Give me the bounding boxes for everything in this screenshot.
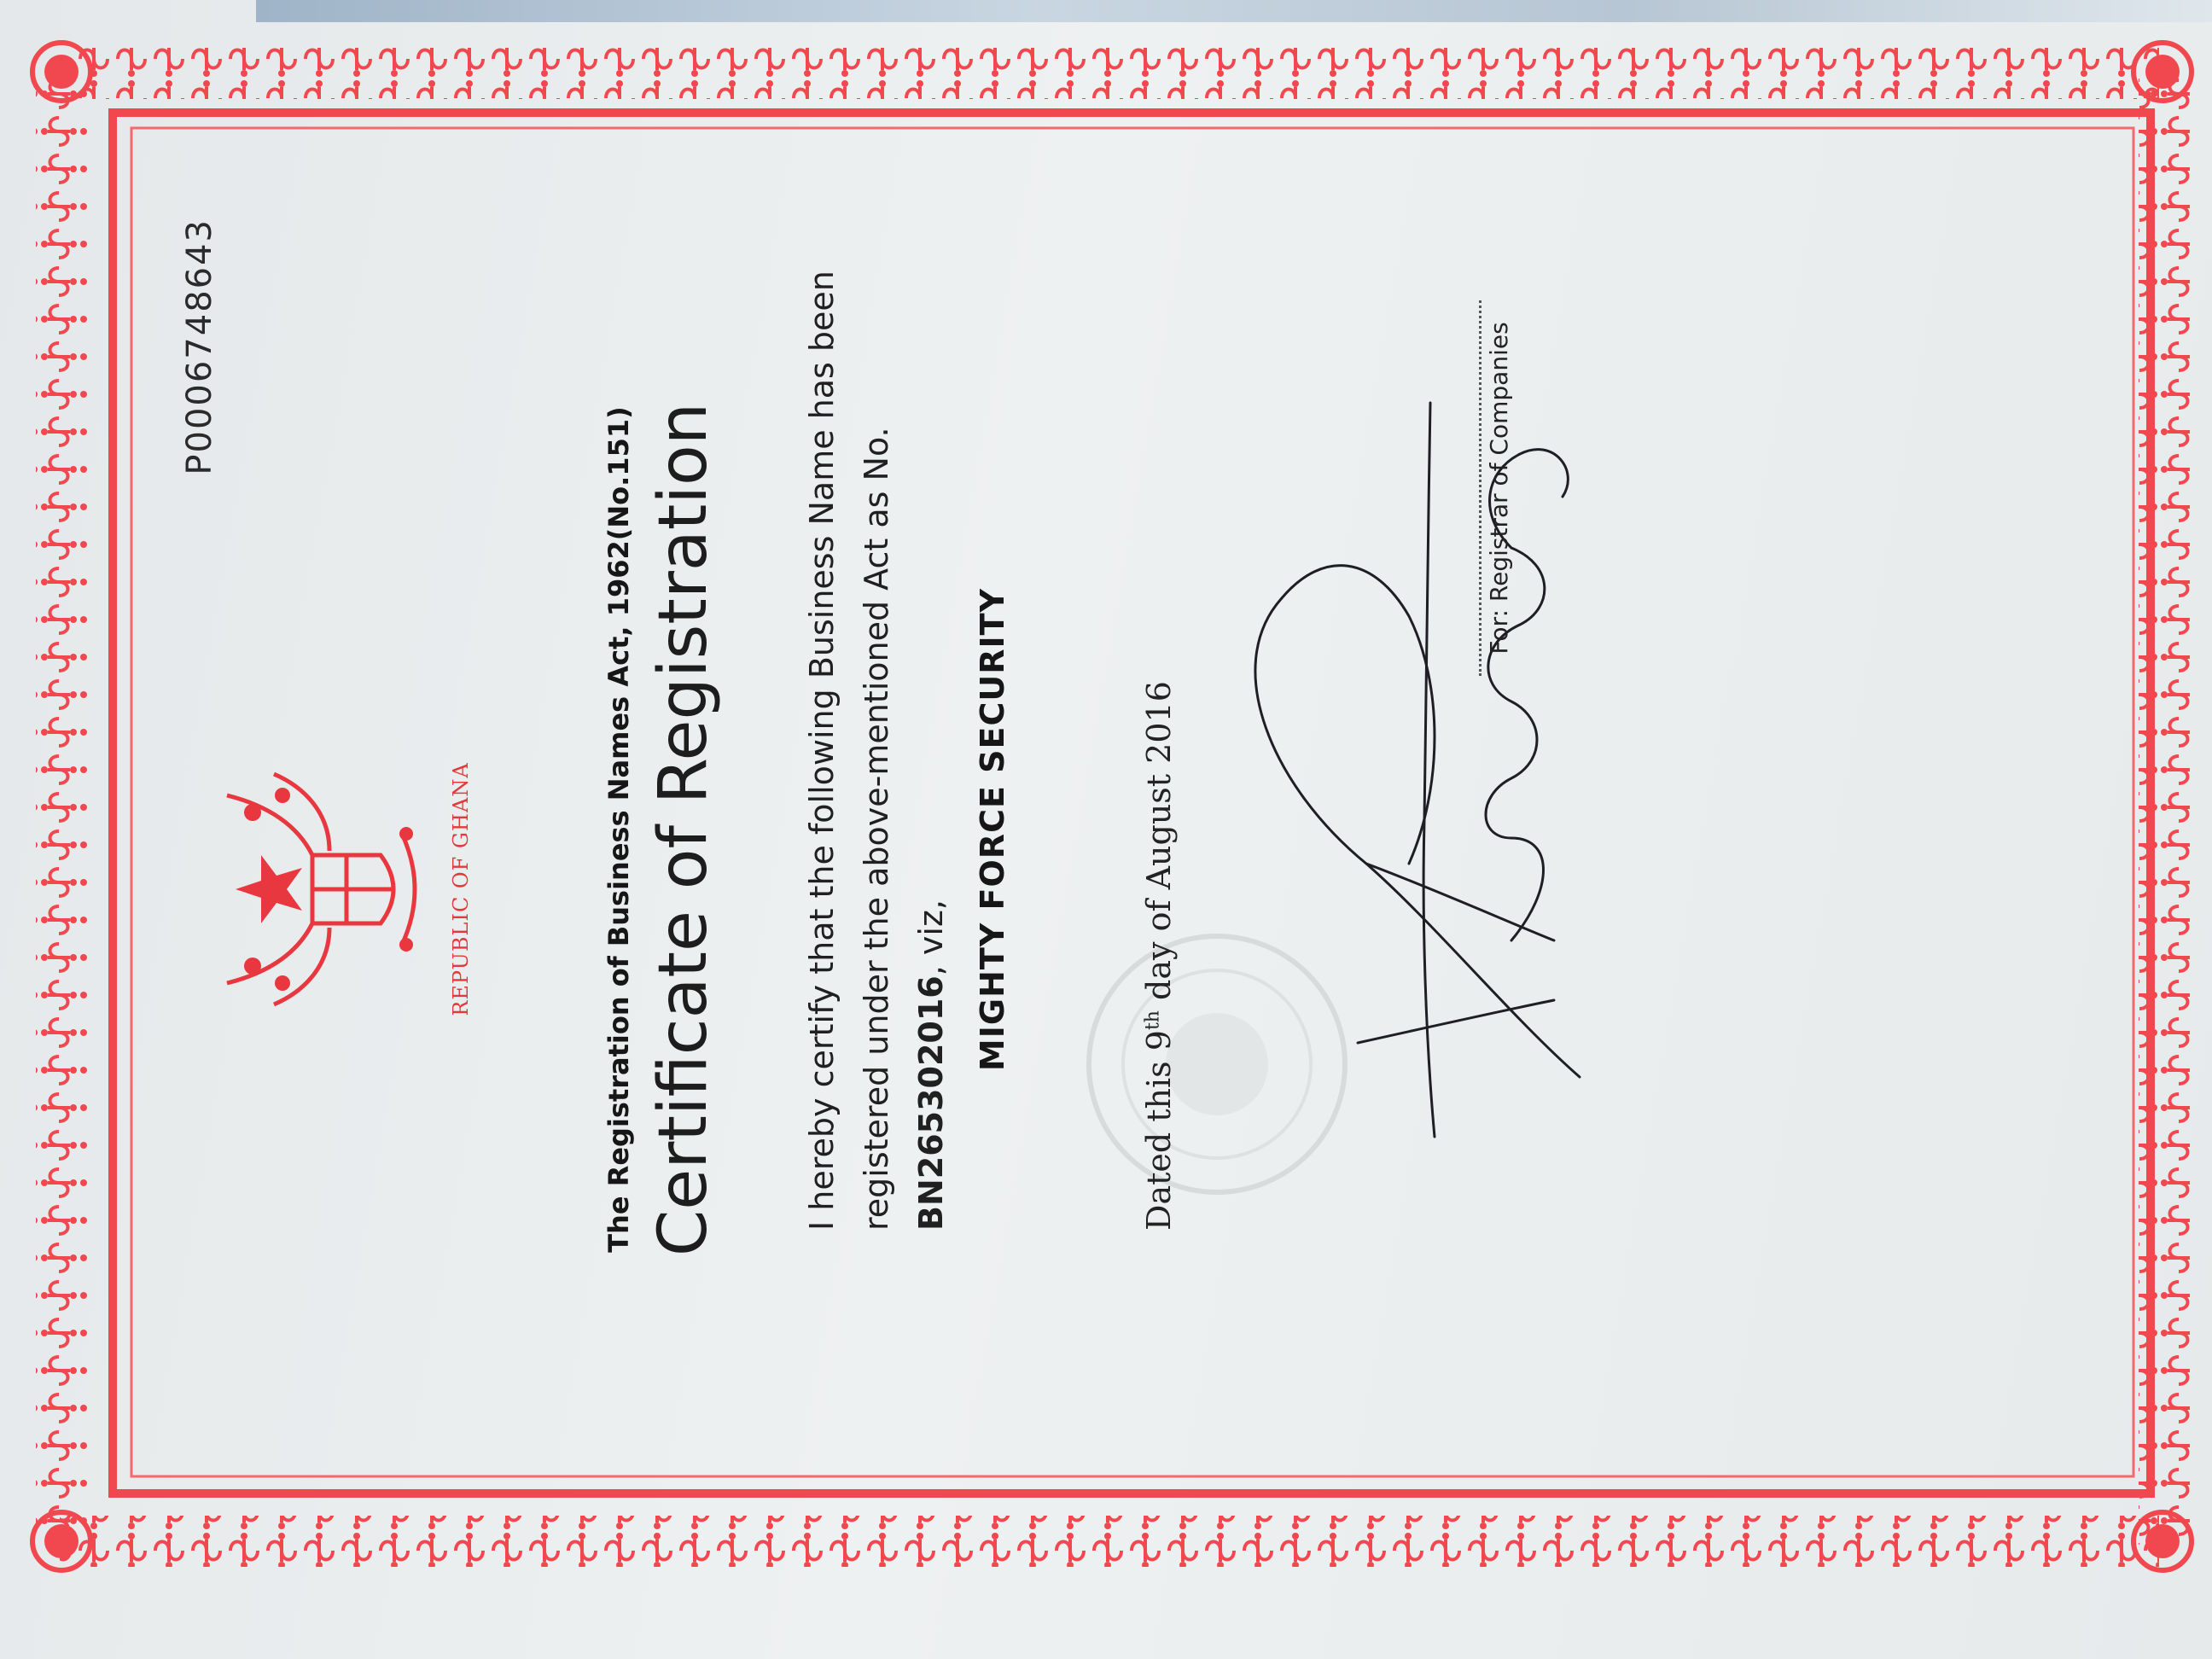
registration-number: BN265302016 [912, 975, 950, 1231]
border-band-top [60, 48, 2159, 99]
statement-suffix: , viz, [912, 899, 950, 976]
certificate-title: Certificate of Registration [645, 402, 722, 1257]
date-suffix: day of August 2016 [1140, 681, 1178, 1011]
date-prefix: Dated this 9 [1140, 1030, 1178, 1231]
certificate-document [103, 130, 2109, 1529]
certification-statement [795, 258, 958, 1231]
country-name: REPUBLIC OF GHANA [449, 762, 473, 1016]
registrar-signature [1153, 377, 1631, 1145]
statement-line-1: I hereby certify that the following Business Name has been [803, 271, 841, 1231]
date-ordinal: th [1142, 1010, 1164, 1031]
business-name: MIGHTY FORCE SECURITY [974, 587, 1011, 1072]
border-band-left [36, 77, 87, 1545]
statement-line-2: registered under the above-mentioned Act as No. [858, 427, 895, 1231]
act-title: The Registration of Business Names Act, 1962(No.151) [602, 406, 635, 1253]
registrar-caption: For: Registrar of Companies [1479, 300, 1513, 676]
coat-of-arms-emblem [201, 761, 457, 1017]
certificate-number: P0006748643 [180, 218, 219, 475]
